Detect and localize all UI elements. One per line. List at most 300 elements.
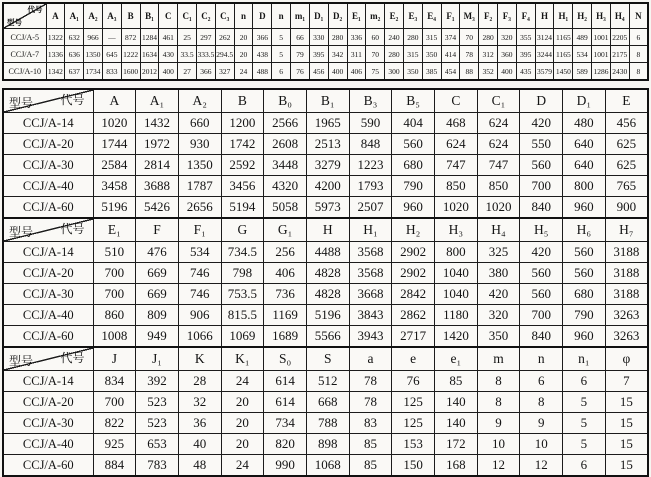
model-cell: CCJ/A-7 [3,46,46,63]
value-cell: 280 [385,46,404,63]
value-cell: 454 [441,63,460,81]
corner-header-cell [3,89,93,113]
corner-label-xinghao: 型号 [9,225,34,239]
column-header: F₄ [516,3,535,29]
column-header: C₂ [197,3,216,29]
value-cell: 83 [349,413,392,434]
table-row [3,155,648,176]
value-cell: 1336 [46,46,65,63]
value-cell: 355 [516,29,535,46]
value-cell: 700 [93,284,136,305]
value-cell: 5 [563,413,606,434]
value-cell: 1165 [554,29,573,46]
value-cell: 320 [498,29,517,46]
value-cell: 461 [159,29,178,46]
value-cell: 590 [349,113,392,134]
column-header: A₁ [65,3,84,29]
model-cell: CCJ/A-10 [3,63,46,81]
value-cell: 79 [291,46,310,63]
value-cell: 680 [392,155,435,176]
value-cell: 960 [563,197,606,219]
value-cell: 20 [221,392,264,413]
value-cell: 800 [435,242,478,263]
model-cell: CCJ/A-5 [3,29,46,46]
value-cell: 400 [159,63,178,81]
column-header: H₃ [435,218,478,242]
value-cell: 3448 [264,155,307,176]
column-header: A₁ [136,89,179,113]
value-cell: 653 [136,434,179,455]
table-row [3,46,648,63]
value-cell: 5 [563,392,606,413]
value-cell: 798 [221,263,264,284]
value-cell: 256 [264,242,307,263]
value-cell: 523 [136,392,179,413]
value-cell: 736 [264,284,307,305]
value-cell: 85 [349,455,392,477]
value-cell: 550 [520,134,563,155]
value-cell: 78 [349,371,392,392]
column-header: A₂ [178,89,221,113]
value-cell: 1020 [93,113,136,134]
value-cell: 990 [264,455,307,477]
value-cell: 534 [573,46,592,63]
table-row [3,284,648,305]
value-cell: 960 [392,197,435,219]
corner-label-daihao: 代号 [27,5,43,14]
value-cell: 325 [477,242,520,263]
column-header: J₁ [136,347,179,371]
value-cell: 3279 [306,155,349,176]
value-cell: 336 [347,29,366,46]
value-cell: 645 [102,46,121,63]
header-row [3,218,648,242]
value-cell: 1793 [349,176,392,197]
column-header: n [272,3,291,29]
value-cell: 765 [605,176,648,197]
value-cell: 330 [309,29,328,46]
value-cell: 510 [93,242,136,263]
value-cell: 1069 [221,326,264,348]
value-cell: 2902 [392,263,435,284]
value-cell: 3456 [221,176,264,197]
model-cell: CCJ/A-30 [3,413,93,434]
column-header: J [93,347,136,371]
value-cell: 589 [573,63,592,81]
header-row [3,3,648,29]
value-cell: 7 [605,371,648,392]
value-cell: 66 [291,29,310,46]
value-cell: 753.5 [221,284,264,305]
value-cell: 85 [435,371,478,392]
value-cell: 2608 [264,134,307,155]
value-cell: 734.5 [221,242,264,263]
column-header: H₅ [520,218,563,242]
value-cell: 70 [366,46,385,63]
column-header: A₃ [102,3,121,29]
column-header: F [136,218,179,242]
column-header: e [392,347,435,371]
table-row [3,455,648,477]
value-cell: 1223 [349,155,392,176]
bottom-spec-table [2,88,649,477]
value-cell: 280 [328,29,347,46]
value-cell: 280 [403,29,422,46]
value-cell: 734 [264,413,307,434]
column-header: E₁ [93,218,136,242]
column-header: H₃ [592,3,611,29]
model-cell: CCJ/A-14 [3,113,93,134]
value-cell: 333.5 [197,46,216,63]
column-header: H₁ [349,218,392,242]
value-cell: 632 [65,29,84,46]
value-cell: 280 [479,29,498,46]
value-cell: 1689 [264,326,307,348]
value-cell: 4828 [306,263,349,284]
value-cell: 4320 [264,176,307,197]
table-row [3,176,648,197]
value-cell: 1008 [93,326,136,348]
value-cell: 25 [178,29,197,46]
value-cell: 5 [272,29,291,46]
column-header: E₁ [347,3,366,29]
table-row [3,263,648,284]
value-cell: 746 [178,263,221,284]
value-cell: 1420 [435,326,478,348]
value-cell: 172 [435,434,478,455]
value-cell: 3188 [605,284,648,305]
value-cell: 660 [178,113,221,134]
value-cell: 15 [605,455,648,477]
value-cell: 4828 [306,284,349,305]
column-header: m₁ [291,3,310,29]
value-cell: 414 [441,46,460,63]
value-cell: 10 [477,434,520,455]
column-header: E₄ [422,3,441,29]
value-cell: 20 [221,434,264,455]
value-cell: 400 [498,63,517,81]
value-cell: 3188 [605,242,648,263]
column-header: E₂ [385,3,404,29]
value-cell: 380 [477,263,520,284]
value-cell: 125 [392,392,435,413]
value-cell: 342 [328,46,347,63]
value-cell: 6 [563,455,606,477]
value-cell: 700 [520,176,563,197]
value-cell: 420 [520,113,563,134]
value-cell: 315 [422,29,441,46]
column-header: n₁ [563,347,606,371]
column-header: G [221,218,264,242]
model-cell: CCJ/A-20 [3,392,93,413]
value-cell: 6 [520,371,563,392]
column-header: N [629,3,648,29]
value-cell: 32 [178,392,221,413]
value-cell: 140 [435,392,478,413]
value-cell: 28 [178,371,221,392]
value-cell: 848 [349,134,392,155]
value-cell: 906 [178,305,221,326]
column-header: φ [605,347,648,371]
value-cell: 2902 [392,242,435,263]
value-cell: 833 [102,63,121,81]
value-cell: 560 [520,284,563,305]
value-cell: 2175 [610,46,629,63]
value-cell: 85 [349,434,392,455]
value-cell: 40 [178,434,221,455]
value-cell: 3843 [349,305,392,326]
value-cell: 435 [516,63,535,81]
column-header: B [121,3,140,29]
value-cell: 360 [498,46,517,63]
column-header: n [520,347,563,371]
table-row [3,63,648,81]
value-cell: 27 [178,63,197,81]
model-cell: CCJ/A-20 [3,134,93,155]
table-row [3,29,648,46]
value-cell: 297 [197,29,216,46]
value-cell: 2814 [136,155,179,176]
corner-header-cell [3,3,46,29]
value-cell: 350 [403,63,422,81]
value-cell: 2584 [93,155,136,176]
corner-label-daihao: 代号 [60,93,85,107]
value-cell: 480 [563,113,606,134]
value-cell: 5973 [306,197,349,219]
value-cell: 3568 [349,263,392,284]
value-cell: 8 [477,392,520,413]
table-row [3,434,648,455]
value-cell: 1001 [592,46,611,63]
value-cell: 3458 [93,176,136,197]
value-cell: 1787 [178,176,221,197]
value-cell: 1169 [264,305,307,326]
table-row [3,413,648,434]
value-cell: 5058 [264,197,307,219]
model-cell: CCJ/A-40 [3,176,93,197]
value-cell: 125 [392,413,435,434]
value-cell: 6 [272,63,291,81]
value-cell: 488 [253,63,272,81]
corner-label-daihao: 代号 [60,351,85,365]
value-cell: 489 [573,29,592,46]
model-cell: CCJ/A-40 [3,434,93,455]
column-header: A [93,89,136,113]
value-cell: 669 [136,284,179,305]
value-cell: 1040 [435,263,478,284]
corner-label-xinghao: 型号 [9,96,34,110]
table-row [3,305,648,326]
value-cell: 1020 [435,197,478,219]
value-cell: 900 [605,197,648,219]
column-header: m [477,347,520,371]
value-cell: 6 [629,29,648,46]
value-cell: 20 [234,29,253,46]
corner-label-xinghao: 型号 [7,18,22,27]
value-cell: 60 [366,29,385,46]
value-cell: 300 [385,63,404,81]
value-cell: 700 [520,305,563,326]
value-cell: 815.5 [221,305,264,326]
value-cell: 366 [197,63,216,81]
value-cell: 1734 [84,63,103,81]
value-cell: 700 [93,392,136,413]
column-header: C [159,3,178,29]
value-cell: 430 [159,46,178,63]
value-cell: 3188 [605,263,648,284]
value-cell: 668 [306,392,349,413]
value-cell: 70 [460,29,479,46]
column-header: D₁ [563,89,606,113]
value-cell: 406 [347,63,366,81]
value-cell: 76 [392,371,435,392]
value-cell: 783 [136,455,179,477]
value-cell: 320 [477,305,520,326]
value-cell: 420 [477,284,520,305]
value-cell: 850 [477,176,520,197]
value-cell: 1001 [592,29,611,46]
column-header: S₀ [264,347,307,371]
value-cell: 2012 [140,63,159,81]
value-cell: 788 [306,413,349,434]
value-cell: 949 [136,326,179,348]
value-cell: 8 [629,63,648,81]
column-header: D₂ [328,3,347,29]
corner-label-xinghao: 型号 [9,354,34,368]
model-cell: CCJ/A-60 [3,326,93,348]
column-header: D [253,3,272,29]
value-cell: 860 [93,305,136,326]
value-cell: 476 [136,242,179,263]
value-cell: 1350 [178,155,221,176]
value-cell: 350 [422,46,441,63]
value-cell: 1222 [121,46,140,63]
value-cell: 1350 [84,46,103,63]
value-cell: 24 [221,371,264,392]
top-spec-table [2,2,649,81]
value-cell: 747 [435,155,478,176]
value-cell: 8 [477,371,520,392]
column-header: E₃ [403,3,422,29]
table-row [3,392,648,413]
value-cell: 312 [479,46,498,63]
value-cell: 8 [629,46,648,63]
column-header: C₃ [215,3,234,29]
model-cell: CCJ/A-30 [3,155,93,176]
column-header: A₂ [84,3,103,29]
column-header: D [520,89,563,113]
value-cell: 640 [563,155,606,176]
column-header: C [435,89,478,113]
column-header: H [535,3,554,29]
column-header: E [605,89,648,113]
column-header: m₂ [366,3,385,29]
value-cell: 624 [435,134,478,155]
corner-label-daihao: 代号 [60,222,85,236]
value-cell: 884 [93,455,136,477]
value-cell: 840 [520,326,563,348]
value-cell: 24 [234,63,253,81]
value-cell: 790 [563,305,606,326]
value-cell: 822 [93,413,136,434]
value-cell: 385 [422,63,441,81]
value-cell: 48 [178,455,221,477]
value-cell: 88 [460,63,479,81]
column-header: F₃ [498,3,517,29]
corner-header-cell [3,347,93,371]
value-cell: 12 [520,455,563,477]
value-cell: 3943 [349,326,392,348]
value-cell: 840 [520,197,563,219]
value-cell: 834 [93,371,136,392]
model-cell: CCJ/A-14 [3,242,93,263]
header-row [3,347,648,371]
table-row [3,326,648,348]
corner-header-cell [3,218,93,242]
value-cell: 33.5 [178,46,197,63]
column-header: B₃ [349,89,392,113]
column-header: H₄ [610,3,629,29]
value-cell: 294.5 [215,46,234,63]
value-cell: 625 [605,155,648,176]
value-cell: 9 [520,413,563,434]
value-cell: 438 [253,46,272,63]
model-cell: CCJ/A-60 [3,197,93,219]
value-cell: 406 [264,263,307,284]
value-cell: 311 [347,46,366,63]
value-cell: 1284 [140,29,159,46]
value-cell: 1286 [592,63,611,81]
value-cell: 1634 [140,46,159,63]
value-cell: 3124 [535,29,554,46]
value-cell: 800 [563,176,606,197]
value-cell: 1965 [306,113,349,134]
value-cell: 1020 [477,197,520,219]
header-row [3,89,648,113]
value-cell: 625 [605,134,648,155]
value-cell: 2430 [610,63,629,81]
value-cell: 1432 [136,113,179,134]
model-cell: CCJ/A-40 [3,305,93,326]
value-cell: 78 [349,392,392,413]
value-cell: 2717 [392,326,435,348]
value-cell: 3263 [605,326,648,348]
value-cell: 747 [477,155,520,176]
value-cell: 262 [215,29,234,46]
value-cell: 468 [435,113,478,134]
value-cell: 1068 [306,455,349,477]
value-cell: 395 [516,46,535,63]
value-cell: 820 [264,434,307,455]
value-cell: 352 [479,63,498,81]
value-cell: 2507 [349,197,392,219]
value-cell: 4200 [306,176,349,197]
value-cell: 790 [392,176,435,197]
value-cell: 3263 [605,305,648,326]
value-cell: 925 [93,434,136,455]
column-header: H₂ [573,3,592,29]
value-cell: 872 [121,29,140,46]
value-cell: 1972 [136,134,179,155]
value-cell: 366 [253,29,272,46]
column-header: H₄ [477,218,520,242]
value-cell: 1066 [178,326,221,348]
column-header: H₇ [605,218,648,242]
value-cell: 560 [392,134,435,155]
column-header: G₁ [264,218,307,242]
value-cell: 746 [178,284,221,305]
value-cell: 523 [136,413,179,434]
